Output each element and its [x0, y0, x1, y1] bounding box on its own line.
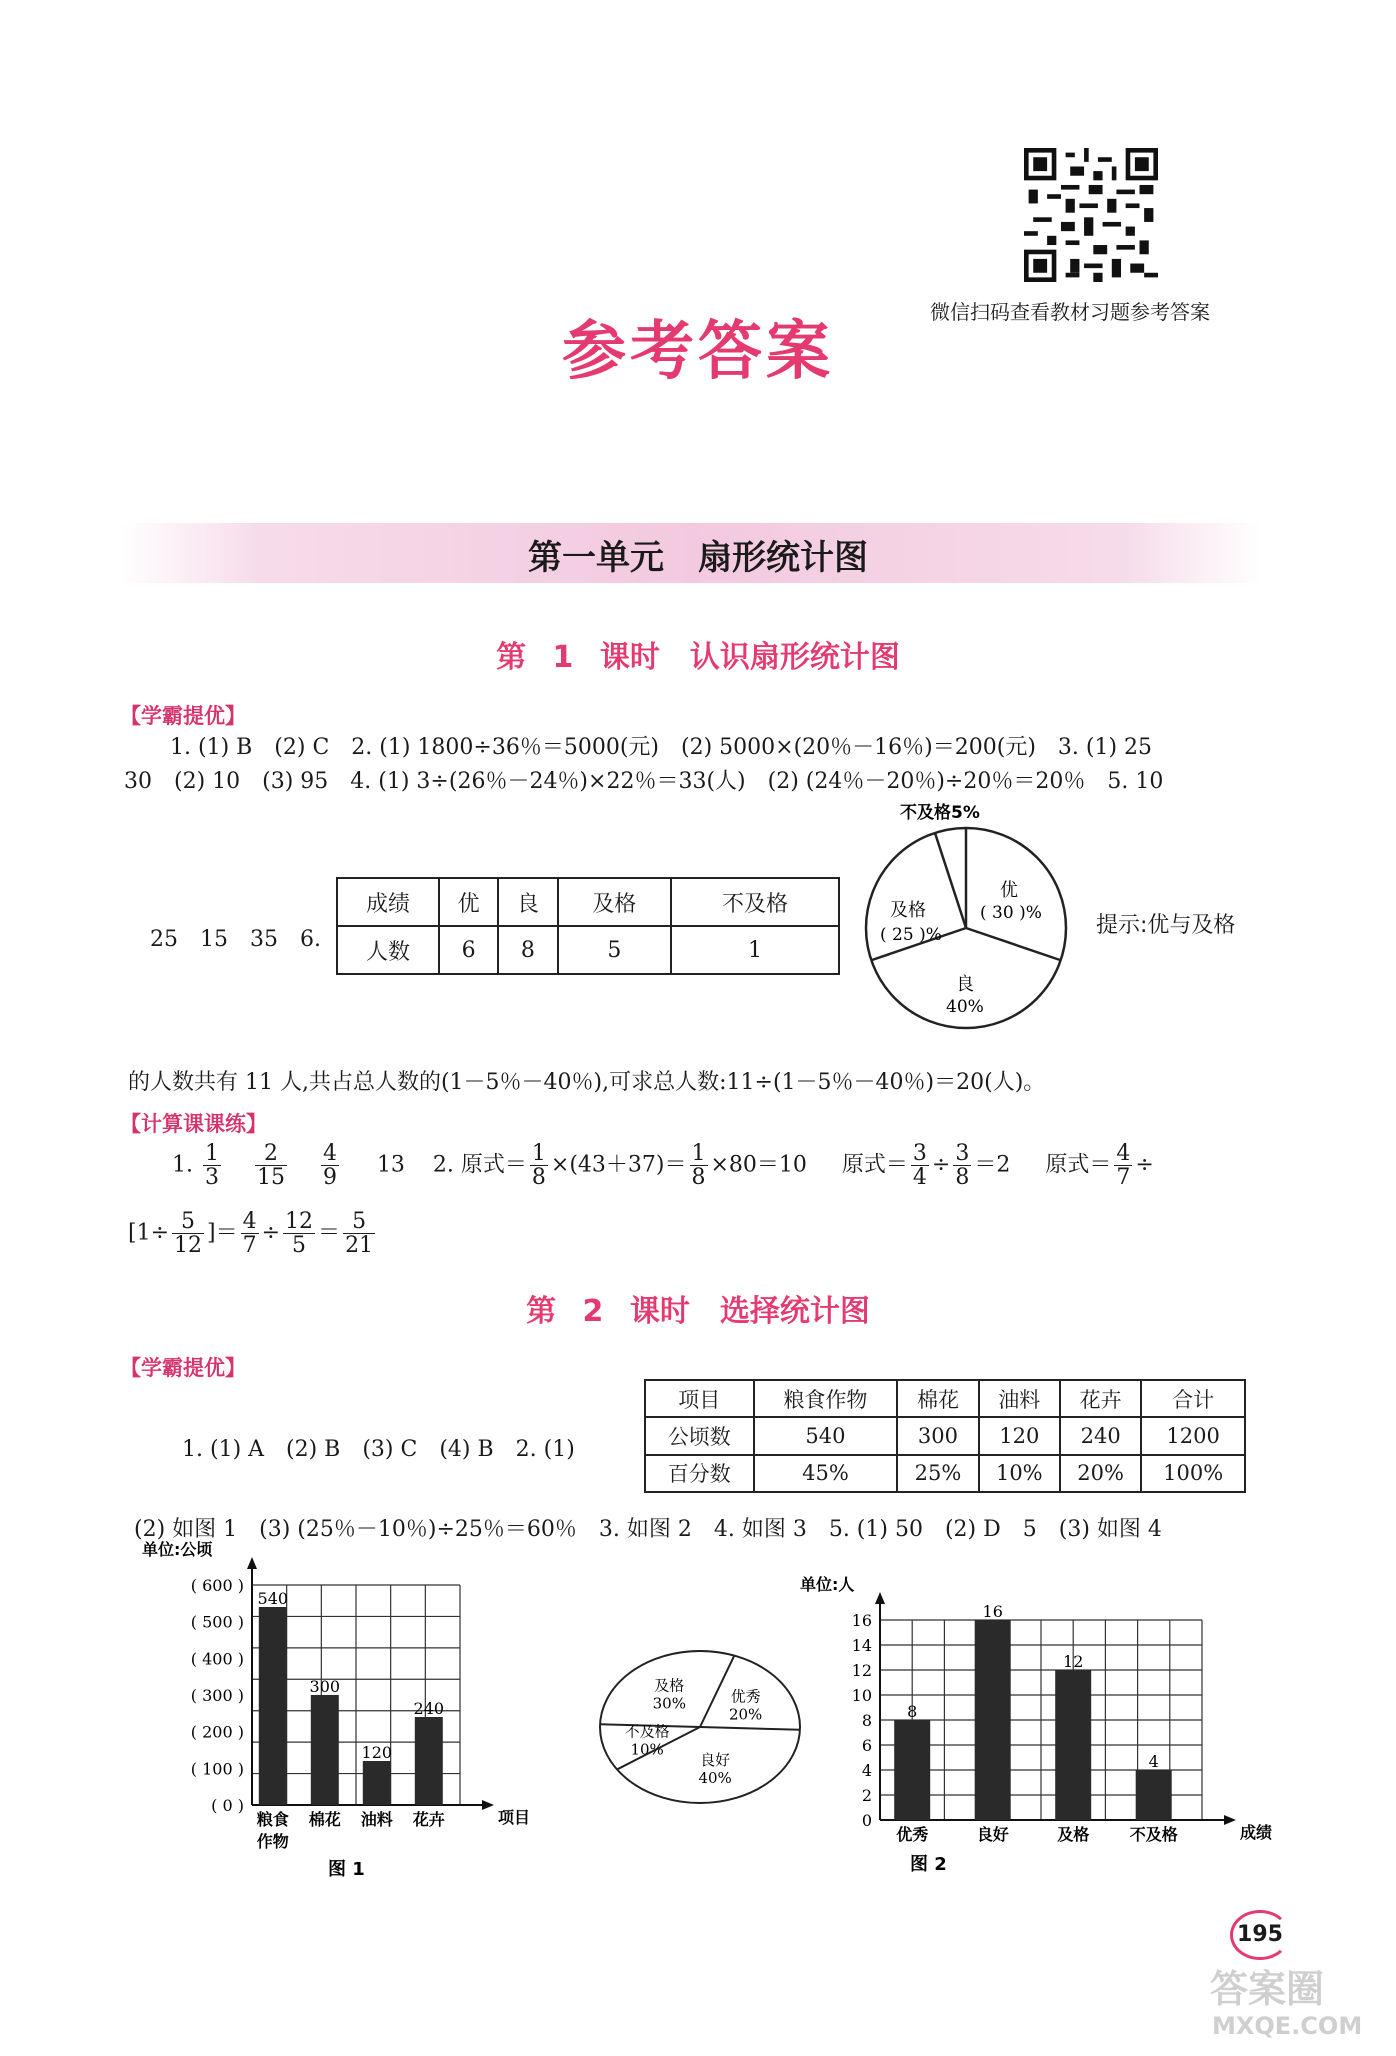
denominator: 8 — [531, 1165, 546, 1191]
y-tick-label: ( 300 ) — [190, 1686, 244, 1705]
bar — [311, 1695, 339, 1805]
table-cell: 8 — [498, 926, 557, 974]
bar — [415, 1717, 443, 1805]
numerator: 3 — [912, 1141, 927, 1166]
table-cell: 20% — [1060, 1455, 1141, 1492]
pie-label-good: 良 — [956, 974, 974, 995]
pie-label-excellent: 优 — [1000, 880, 1018, 901]
qr-code — [1024, 148, 1158, 282]
x-axis-arrow — [482, 1800, 494, 1810]
numerator: 1 — [205, 1141, 219, 1166]
table-cell: 油料 — [979, 1380, 1060, 1417]
table-cell: 300 — [897, 1417, 978, 1454]
table-cell: 6 — [439, 926, 498, 974]
y-tick-label: 16 — [851, 1611, 872, 1630]
x-axis-label: 项目 — [498, 1808, 531, 1827]
denominator: 7 — [1116, 1165, 1131, 1191]
pie-slice-value: 40% — [698, 1769, 732, 1788]
lesson1-title: 第 1 课时 认识扇形统计图 — [496, 640, 900, 675]
numerator: 1 — [531, 1141, 546, 1166]
lesson2-tag-xueba: 【学霸提优】 — [120, 1356, 246, 1380]
x-tick-label: 粮食 — [256, 1810, 289, 1829]
pie-slice-label: 良好 — [700, 1751, 731, 1770]
bar-chart-fig1 — [140, 1540, 580, 1885]
bar-chart-fig2 — [790, 1575, 1290, 1890]
bar-value-label: 540 — [257, 1589, 289, 1608]
y-axis-label: 单位:人 — [800, 1575, 855, 1594]
chart-title: 图 2 — [910, 1854, 947, 1875]
denominator: 3 — [205, 1165, 219, 1191]
y-tick-label: ( 100 ) — [190, 1759, 244, 1779]
y-axis-label: 单位:公顷 — [142, 1540, 213, 1559]
fraction — [953, 1142, 971, 1189]
table-row — [645, 1455, 1245, 1492]
pie-slice-value: 10% — [630, 1740, 664, 1759]
unit-title: 第一单元 扇形统计图 — [528, 538, 868, 578]
fraction — [241, 1210, 259, 1257]
x-tick-label: 优秀 — [896, 1825, 929, 1844]
lesson1-answer-line2: 30 (2) 10 (3) 95 4. (1) 3÷(26％－24％)×22％＝33(人) (2) (24％－20％)÷20％＝20％ 5. 10 — [124, 769, 1164, 794]
denominator: 7 — [242, 1233, 257, 1259]
bar-value-label: 16 — [982, 1602, 1003, 1621]
denominator: 12 — [174, 1233, 203, 1259]
hint-text: 提示:优与及格 — [1096, 913, 1236, 938]
numerator: 1 — [691, 1141, 706, 1166]
fraction — [1114, 1142, 1132, 1189]
table-cell: 100% — [1141, 1455, 1245, 1492]
bar — [1055, 1670, 1091, 1820]
grade-pie-chart — [860, 800, 1080, 1040]
y-tick-label: ( 600 ) — [190, 1576, 244, 1595]
y-tick-label: 6 — [861, 1736, 872, 1755]
pie-label-pass-pct: ( 25 )% — [880, 925, 942, 945]
fraction — [283, 1210, 315, 1257]
y-tick-label: ( 500 ) — [190, 1612, 244, 1632]
expression-text: 原式＝ — [841, 1152, 908, 1178]
denominator: 8 — [691, 1165, 706, 1191]
numerator: 4 — [242, 1209, 257, 1234]
table-cell: 5 — [558, 926, 672, 974]
table-cell: 粮食作物 — [754, 1380, 898, 1417]
bar-value-label: 300 — [309, 1677, 341, 1696]
expression-text: ＝2 — [974, 1152, 1011, 1178]
bar-value-label: 240 — [413, 1699, 445, 1718]
pie-slice-label: 不及格 — [624, 1722, 670, 1741]
fraction — [911, 1142, 929, 1189]
fraction — [530, 1142, 548, 1189]
x-tick-label: 棉花 — [308, 1810, 341, 1829]
table-row — [337, 878, 839, 926]
y-tick-label: ( 400 ) — [190, 1649, 244, 1669]
bar-value-label: 12 — [1063, 1652, 1084, 1671]
x-tick-label: 花卉 — [412, 1810, 445, 1829]
calc-line2 — [128, 1210, 378, 1257]
expression-text: ×80＝10 — [710, 1152, 807, 1178]
bar — [975, 1620, 1011, 1820]
pie-chart-fig3 — [590, 1645, 810, 1815]
denominator: 5 — [292, 1233, 307, 1259]
x-tick-label: 不及格 — [1129, 1825, 1178, 1844]
table-cell: 540 — [754, 1417, 898, 1454]
operator: ÷ — [1135, 1152, 1154, 1178]
operator: ÷ — [261, 1220, 281, 1246]
pie-label-fail: 不及格5% — [900, 803, 980, 823]
y-tick-label: ( 0 ) — [211, 1796, 244, 1815]
lesson1-tag-calc: 【计算课课练】 — [120, 1112, 267, 1136]
fraction — [172, 1210, 204, 1257]
table-cell: 1200 — [1141, 1417, 1245, 1454]
calc-line1 — [172, 1142, 1154, 1189]
y-tick-label: ( 200 ) — [190, 1722, 244, 1742]
y-tick-label: 4 — [861, 1761, 872, 1780]
expression-text: 原式＝ — [1045, 1152, 1112, 1178]
watermark-logo: 答案圈 — [1210, 1967, 1325, 2011]
bar-value-label: 120 — [361, 1743, 393, 1762]
pie-label-pass: 及格 — [890, 900, 926, 921]
chart-title: 图 1 — [328, 1859, 365, 1880]
table-cell: 合计 — [1141, 1380, 1245, 1417]
numerator: 4 — [1116, 1141, 1131, 1166]
table-cell: 不及格 — [671, 878, 839, 926]
table-cell: 人数 — [337, 926, 439, 974]
x-axis-arrow — [1224, 1815, 1236, 1825]
pie-slice-label: 及格 — [654, 1676, 685, 1695]
table-cell: 花卉 — [1060, 1380, 1141, 1417]
lesson1-tag-xueba: 【学霸提优】 — [120, 704, 246, 728]
table-cell: 成绩 — [337, 878, 439, 926]
denominator: 15 — [256, 1165, 285, 1191]
pie-slice-value: 30% — [652, 1694, 686, 1713]
y-tick-label: 8 — [861, 1711, 872, 1730]
pie-slice-value: 20% — [728, 1705, 763, 1724]
table-cell: 项目 — [645, 1380, 754, 1417]
fraction — [255, 1142, 287, 1189]
table-cell: 公顷数 — [645, 1417, 754, 1454]
lesson2-answer-line2: (2) 如图 1 (3) (25％－10％)÷25％＝60％ 3. 如图 2 4. 如图 3 5. (1) 50 (2) D 5 (3) 如图 4 — [134, 1517, 1162, 1542]
lesson1-answer-line4: 的人数共有 11 人,共占总人数的(1－5％－40％),可求总人数:11÷(1－5％－40％)＝20(人)。 — [128, 1070, 1046, 1095]
table-cell: 棉花 — [897, 1380, 978, 1417]
x-tick-label: 良好 — [976, 1825, 1009, 1844]
x-tick-label: 作物 — [256, 1832, 289, 1851]
expression-text: ×(43＋37)＝ — [550, 1152, 687, 1178]
expression-text: [1÷ — [128, 1220, 170, 1246]
pie-label-excellent-pct: ( 30 )% — [980, 903, 1042, 923]
bar-value-label: 8 — [907, 1702, 918, 1721]
denominator: 21 — [345, 1233, 374, 1259]
question-number: 1. — [172, 1152, 193, 1178]
numerator: 4 — [322, 1141, 337, 1166]
bar — [259, 1607, 287, 1805]
lesson2-title: 第 2 课时 选择统计图 — [526, 1294, 870, 1329]
y-axis-arrow — [875, 1592, 885, 1604]
pie-label-good-pct: 40% — [946, 997, 984, 1017]
table-cell: 120 — [979, 1417, 1060, 1454]
bar — [363, 1761, 391, 1805]
y-tick-label: 0 — [861, 1811, 872, 1830]
y-tick-label: 14 — [851, 1636, 872, 1655]
numerator: 5 — [343, 1210, 375, 1234]
expression-text: 2. 原式＝ — [432, 1152, 527, 1178]
crop-table — [644, 1379, 1246, 1493]
fraction — [690, 1142, 708, 1189]
numerator: 3 — [955, 1141, 970, 1166]
page-number: 195 — [1230, 1910, 1290, 1960]
expression-text: ]＝ — [207, 1220, 238, 1246]
answer-value: 13 — [376, 1152, 405, 1178]
numerator: 2 — [255, 1142, 287, 1166]
table-cell: 25% — [897, 1455, 978, 1492]
y-axis-arrow — [247, 1557, 257, 1569]
table-cell: 1 — [671, 926, 839, 974]
table-cell: 10% — [979, 1455, 1060, 1492]
table-cell: 优 — [439, 878, 498, 926]
fraction — [343, 1210, 375, 1257]
denominator: 9 — [322, 1165, 337, 1191]
grade-table — [336, 877, 840, 975]
operator: ＝ — [318, 1220, 341, 1246]
table-cell: 及格 — [558, 878, 672, 926]
table-cell: 百分数 — [645, 1455, 754, 1492]
x-tick-label: 及格 — [1057, 1825, 1090, 1844]
fraction — [203, 1142, 221, 1189]
y-tick-label: 10 — [851, 1686, 872, 1705]
denominator: 8 — [955, 1165, 970, 1191]
table-cell: 240 — [1060, 1417, 1141, 1454]
pie-slice-label: 优秀 — [730, 1687, 761, 1706]
numerator: 5 — [172, 1210, 204, 1234]
qr-caption: 微信扫码查看教材习题参考答案 — [930, 300, 1210, 324]
numerator: 12 — [285, 1209, 314, 1234]
table-row — [645, 1380, 1245, 1417]
page-title: 参考答案 — [562, 315, 834, 389]
table-cell: 良 — [498, 878, 557, 926]
bar — [1136, 1770, 1172, 1820]
operator: ÷ — [931, 1152, 951, 1178]
watermark-url: MXQE.COM — [1212, 2012, 1363, 2040]
lesson1-answer-line1: 1. (1) B (2) C 2. (1) 1800÷36％＝5000(元) (2) 5000×(20％－16％)＝200(元) 3. (1) 25 — [170, 735, 1153, 760]
fraction — [321, 1142, 339, 1189]
table-row — [645, 1417, 1245, 1454]
bar — [894, 1720, 930, 1820]
denominator: 4 — [912, 1165, 927, 1191]
x-axis-label: 成绩 — [1240, 1823, 1273, 1842]
lesson1-answer-line3: 25 15 35 6. — [150, 927, 321, 952]
bar-value-label: 4 — [1148, 1752, 1159, 1771]
table-row — [337, 926, 839, 974]
table-cell: 45% — [754, 1455, 898, 1492]
y-tick-label: 12 — [851, 1661, 872, 1680]
y-tick-label: 2 — [861, 1786, 872, 1805]
lesson2-answer-line1: 1. (1) A (2) B (3) C (4) B 2. (1) — [182, 1437, 575, 1462]
x-tick-label: 油料 — [360, 1810, 393, 1829]
